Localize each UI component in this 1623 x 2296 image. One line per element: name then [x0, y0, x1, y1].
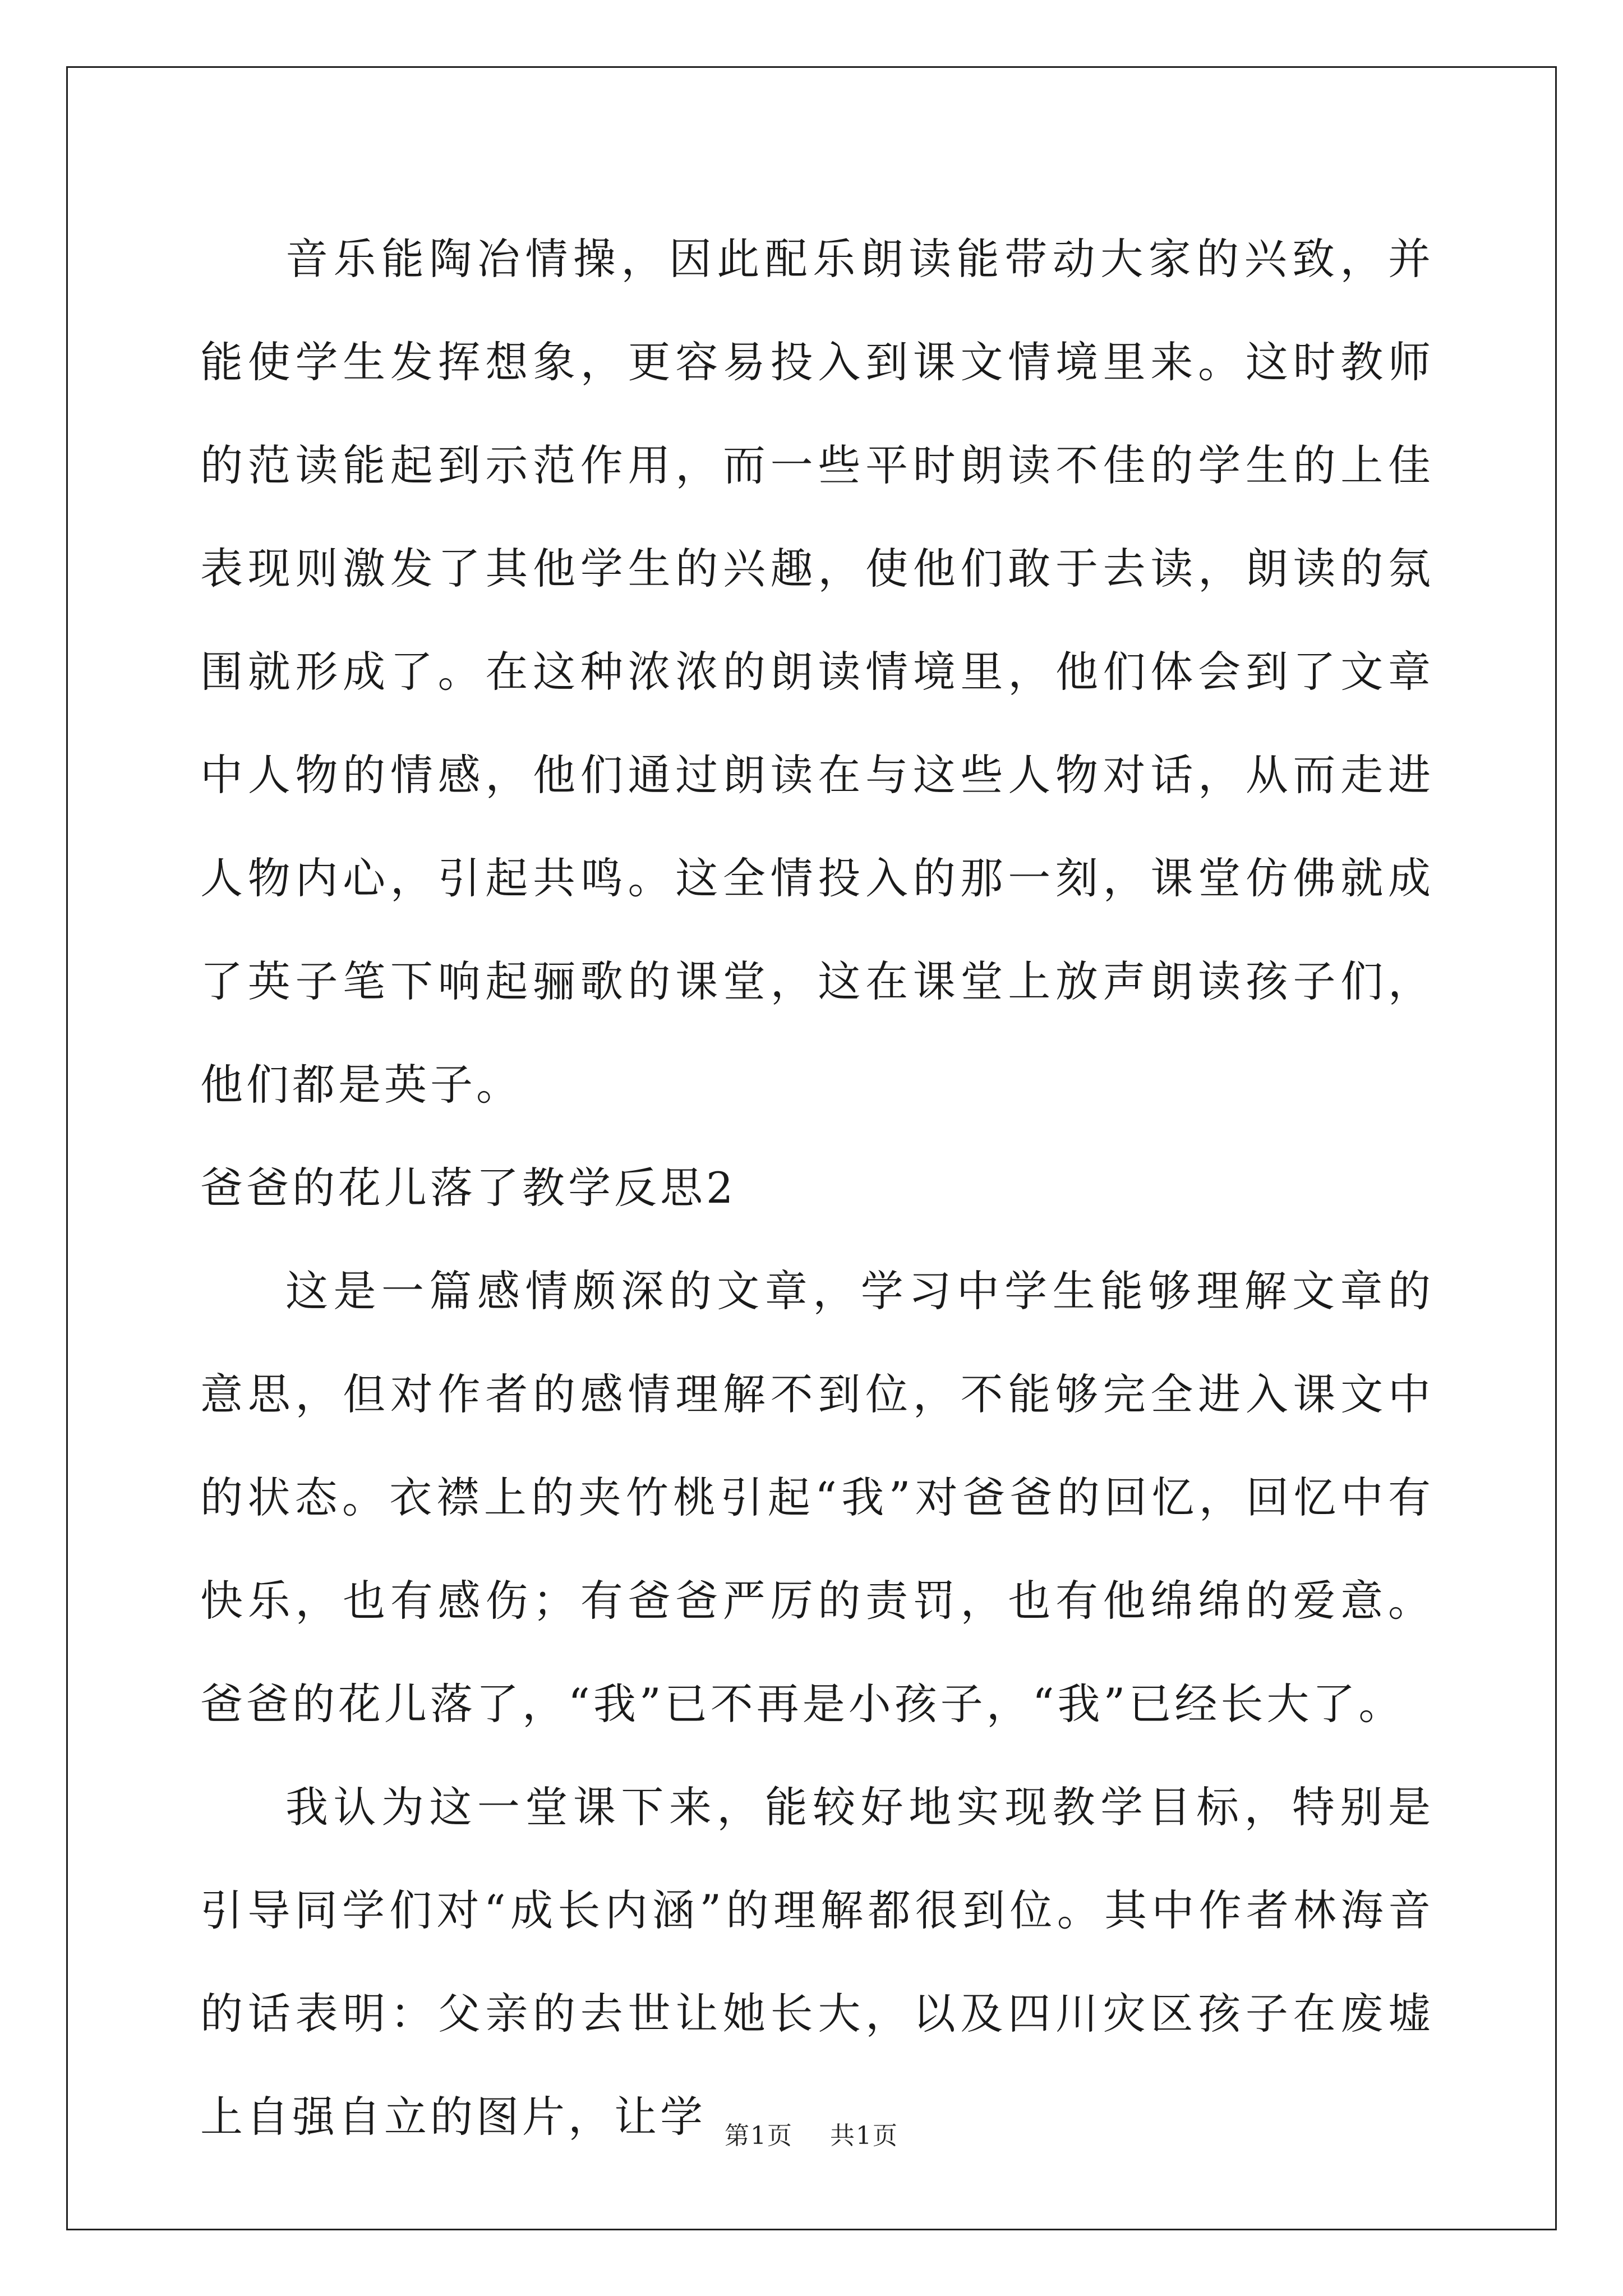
page-footer — [0, 2119, 1623, 2153]
document-body — [200, 208, 1434, 2169]
body-paragraph: 我认为这一堂课下来，能较好地实现教学目标，特别是引导同学们对“成长内涵”的理解都很到位。其中作者林海音的话表明：父亲的去世让她长大，以及四川灾区孩子在废墟上自强自立的图片，让学 — [200, 1782, 1434, 2142]
page-number-current: 第1页 — [725, 2122, 793, 2150]
body-paragraph: 这是一篇感情颇深的文章，学习中学生能够理解文章的意思，但对作者的感情理解不到位，不能够完全进入课文中的状态。衣襟上的夹竹桃引起“我”对爸爸的回忆，回忆中有快乐，也有感伤；有爸爸严厉的责罚，也有他绵绵的爱意。爸爸的花儿落了，“我”已不再是小孩子，“我”已经长大了。 — [200, 1266, 1434, 1729]
body-paragraph: 音乐能陶冶情操，因此配乐朗读能带动大家的兴致，并能使学生发挥想象，更容易投入到课文情境里来。这时教师的范读能起到示范作用，而一些平时朗读不佳的学生的上佳表现则激发了其他学生的兴趣，使他们敢于去读，朗读的氛围就形成了。在这种浓浓的朗读情境里，他们体会到了文章中人物的情感，他们通过朗读在与这些人物对话，从而走进人物内心，引起共鸣。这全情投入的那一刻，课堂仿佛就成了英子笔下响起骊歌的课堂，这在课堂上放声朗读孩子们，他们都是英子。 — [200, 234, 1434, 1110]
section-heading: 爸爸的花儿落了教学反思2 — [200, 1163, 737, 1213]
page-number-total: 共1页 — [830, 2122, 898, 2150]
